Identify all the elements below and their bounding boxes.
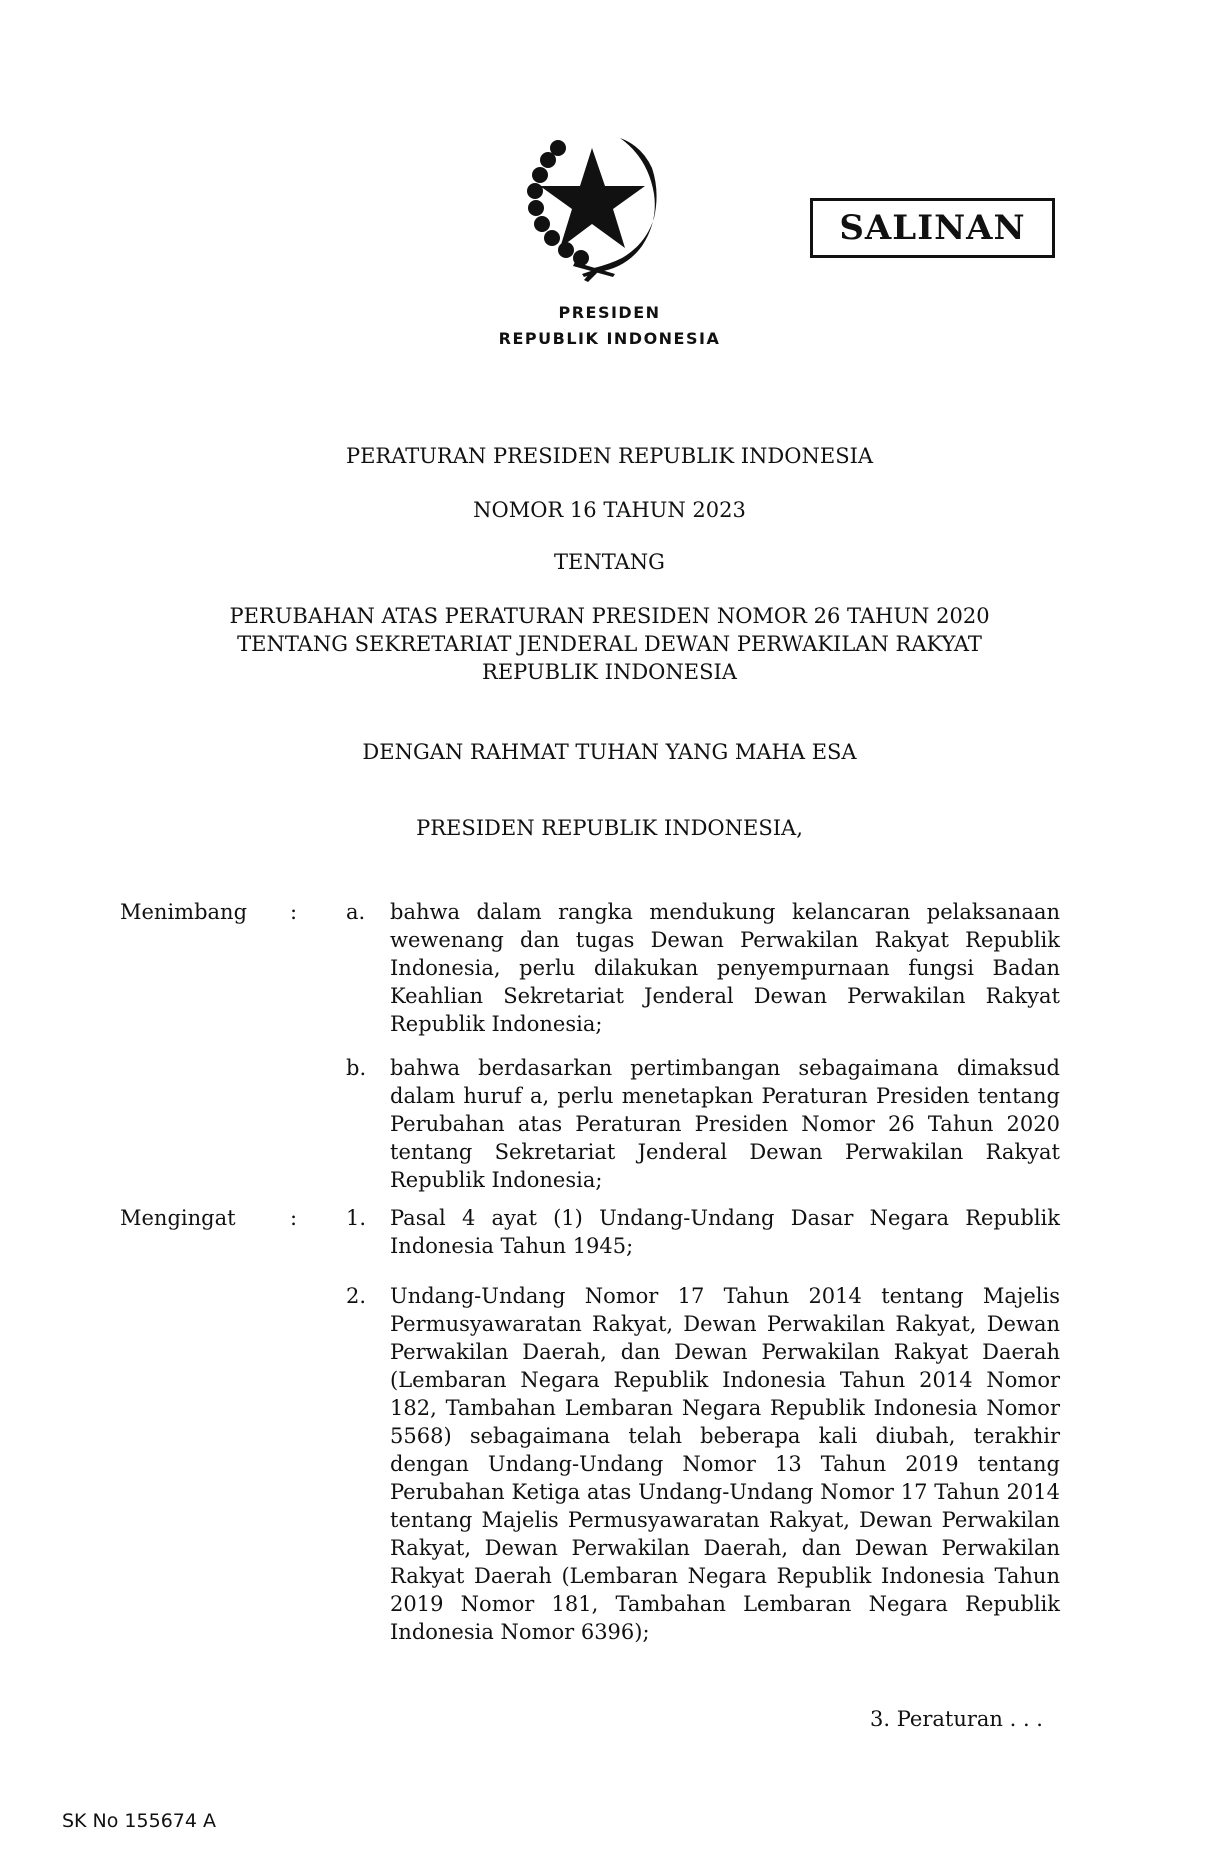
menimbang-item-mark: b.: [346, 1056, 367, 1080]
menimbang-label: Menimbang: [120, 900, 248, 924]
menimbang-item-mark: a.: [346, 900, 366, 924]
regulation-subject-line2: TENTANG SEKRETARIAT JENDERAL DEWAN PERWAKILAN RAKYAT: [237, 632, 982, 656]
menimbang-item-text: bahwa berdasarkan pertimbangan sebagaimana dimaksud dalam huruf a, perlu menetapkan Peraturan Presiden tentang Perubahan atas Peraturan Presiden Nomor 26 Tahun 2020 tentang Sekretariat Jenderal Dewan Perwakilan Rakyat Republik Indonesia;: [390, 1056, 1060, 1192]
mengingat-label: Mengingat: [120, 1206, 236, 1230]
mengingat-item-mark: 2.: [346, 1284, 367, 1308]
invocation: DENGAN RAHMAT TUHAN YANG MAHA ESA: [362, 740, 857, 764]
mengingat-colon: :: [290, 1206, 298, 1230]
mengingat-item-text: Undang-Undang Nomor 17 Tahun 2014 tentang Majelis Permusyawaratan Rakyat, Dewan Perwakilan Rakyat, Dewan Perwakilan Daerah, dan Dewan Perwakilan Rakyat Daerah (Lembaran Negara Republik Indonesia Tahun 2014 Nomor 182, Tambahan Lembaran Negara Republik Indonesia Nomor 5568) sebagaimana telah beberapa kali diubah, terakhir dengan Undang-Undang Nomor 13 Tahun 2019 tentang Perubahan Ketiga atas Undang-Undang Nomor 17 Tahun 2014 tentang Majelis Permusyawaratan Rakyat, Dewan Perwakilan Rakyat, Dewan Perwakilan Daerah, dan Dewan Perwakilan Rakyat Daerah (Lembaran Negara Republik Indonesia Tahun 2019 Nomor 181, Tambahan Lembaran Negara Republik Indonesia Nomor 6396);: [390, 1284, 1060, 1644]
page-continuation: 3. Peraturan . . .: [870, 1707, 1043, 1731]
authority: PRESIDEN REPUBLIK INDONESIA,: [416, 816, 803, 840]
mengingat-item-text: Pasal 4 ayat (1) Undang-Undang Dasar Negara Republik Indonesia Tahun 1945;: [390, 1206, 1060, 1258]
regulation-number: NOMOR 16 TAHUN 2023: [473, 498, 746, 522]
mengingat-item-mark: 1.: [346, 1206, 367, 1230]
header-caption-presiden: PRESIDEN: [558, 303, 661, 322]
sk-number: SK No 155674 A: [62, 1810, 217, 1832]
menimbang-item-text: bahwa dalam rangka mendukung kelancaran pelaksanaan wewenang dan tugas Dewan Perwakilan Rakyat Republik Indonesia, perlu dilakukan penyempurnaan fungsi Badan Keahlian Sekretariat Jenderal Dewan Perwakilan Rakyat Republik Indonesia;: [390, 900, 1060, 1036]
presidential-seal-icon: [520, 120, 670, 290]
regulation-title: PERATURAN PRESIDEN REPUBLIK INDONESIA: [345, 444, 874, 468]
header-caption-republik: REPUBLIK INDONESIA: [498, 329, 721, 348]
regulation-tentang: TENTANG: [554, 550, 665, 574]
menimbang-colon: :: [290, 900, 298, 924]
regulation-subject-line1: PERUBAHAN ATAS PERATURAN PRESIDEN NOMOR 26 TAHUN 2020: [229, 604, 990, 628]
salinan-stamp: SALINAN: [810, 198, 1055, 258]
regulation-subject-line3: REPUBLIK INDONESIA: [482, 660, 737, 684]
